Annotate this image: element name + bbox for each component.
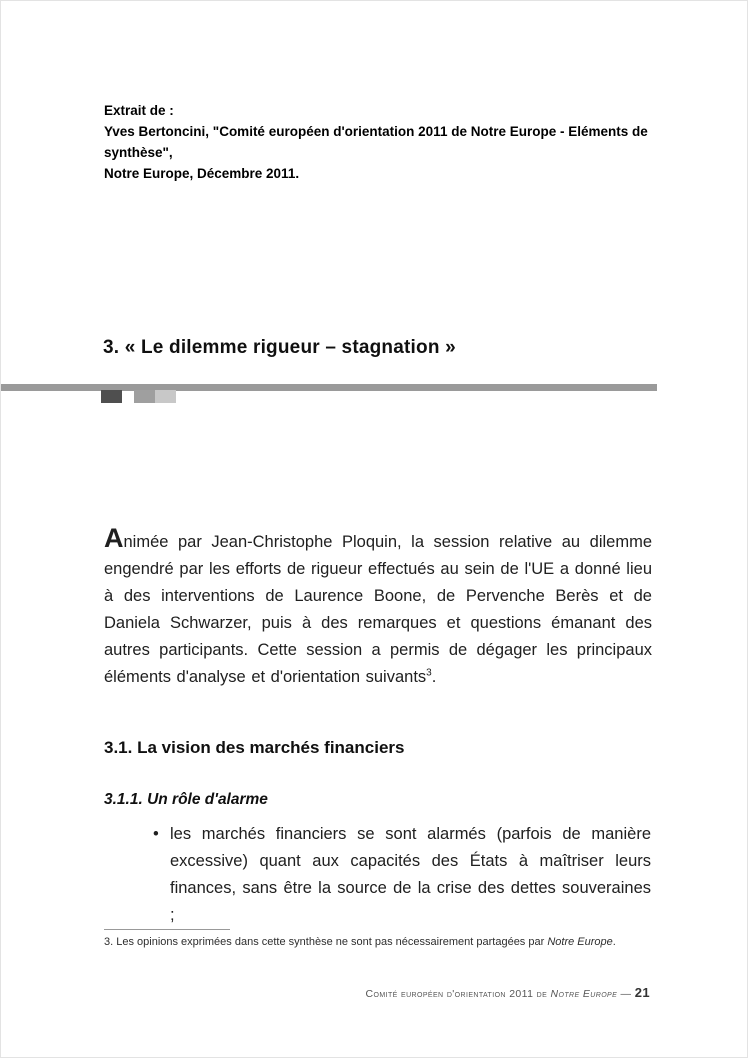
source-citation-block	[104, 100, 694, 184]
citation-line-2: Notre Europe, Décembre 2011.	[104, 166, 300, 181]
bullet-icon: •	[153, 825, 159, 843]
bullet-list-item	[153, 821, 651, 929]
divider-bar	[1, 384, 657, 391]
paragraph-text: nimée par Jean-Christophe Ploquin, la session relative au dilemme engendré par les efforts de rigueur effectués au sein de l'UE a donné lieu à des interventions de Laurence Boone, de Pervenche Berès et de Daniela Schwarzer, puis à des remarques et questions émanant des autres participants. Cette session a permis de dégager les principaux éléments d'analyse et d'orientation suivants	[104, 533, 652, 686]
footer-separator: —	[617, 988, 635, 1000]
footnote-reference: 3	[426, 667, 432, 679]
section-heading: 3.1. La vision des marchés financiers	[104, 738, 405, 757]
square-mid	[134, 390, 155, 403]
footer-label: Comité européen d'orientation 2011 de	[365, 988, 551, 1000]
footnote-source-name: Notre Europe	[547, 936, 613, 948]
extrait-label: Extrait de :	[104, 103, 174, 118]
paragraph-period: .	[431, 668, 437, 686]
dropcap-letter: A	[104, 523, 124, 553]
square-dark	[101, 390, 122, 403]
square-light	[155, 390, 176, 403]
footnote-period: .	[612, 936, 616, 948]
page-footer	[366, 985, 650, 1000]
footer-source-name: Notre Europe	[550, 988, 618, 1000]
decorative-squares	[101, 390, 181, 403]
chapter-title: 3. « Le dilemme rigueur – stagnation »	[103, 337, 456, 358]
footnote	[104, 936, 664, 948]
page-number: 21	[634, 985, 650, 1000]
intro-paragraph	[104, 525, 652, 691]
bullet-text: les marchés financiers se sont alarmés (parfois de manière excessive) quant aux capacités des États à maîtriser leurs finances, sans être la source de la crise des dettes souveraines ;	[170, 825, 651, 924]
citation-line-1: Yves Bertoncini, "Comité européen d'orientation 2011 de Notre Europe - Eléments de synthèse",	[104, 124, 648, 160]
footnote-separator-rule	[104, 929, 230, 930]
footnote-text: 3. Les opinions exprimées dans cette synthèse ne sont pas nécessairement partagées par	[104, 936, 548, 948]
subsection-heading: 3.1.1. Un rôle d'alarme	[104, 791, 268, 808]
